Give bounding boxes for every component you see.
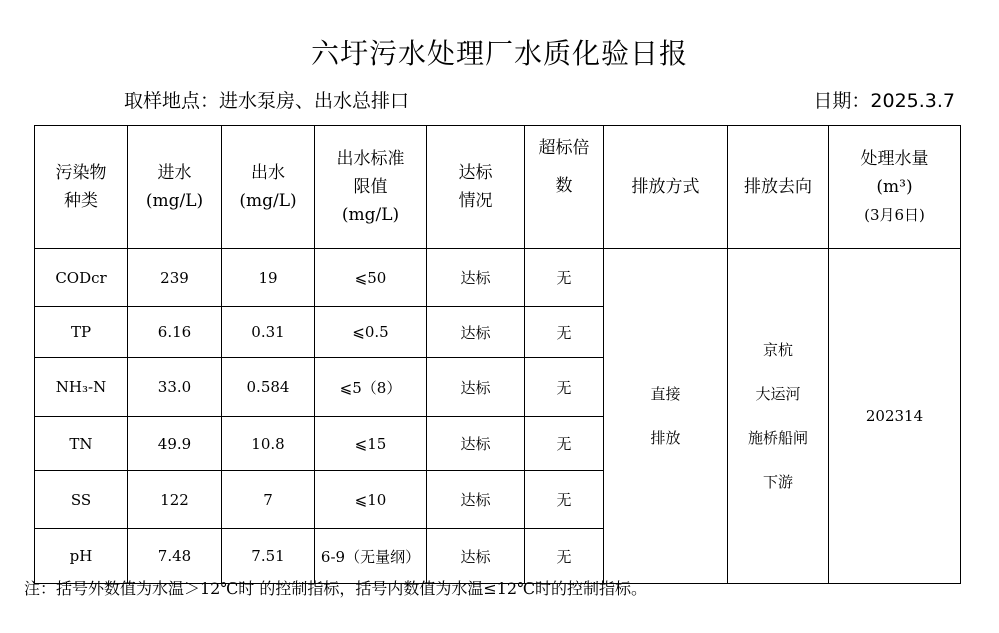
cell-effluent: 19 bbox=[222, 249, 315, 307]
header-effluent: 出水 (mg/L) bbox=[222, 126, 315, 249]
cell-effluent: 10.8 bbox=[222, 417, 315, 471]
cell-effluent: 0.31 bbox=[222, 307, 315, 358]
header-row bbox=[35, 126, 961, 249]
cell-pollutant: CODcr bbox=[35, 249, 128, 307]
date-value: 2025.3.7 bbox=[870, 90, 955, 112]
report-title: 六圩污水处理厂水质化验日报 bbox=[310, 37, 688, 70]
cell-exceed: 无 bbox=[525, 249, 604, 307]
cell-exceed: 无 bbox=[525, 358, 604, 417]
cell-influent: 122 bbox=[128, 471, 222, 529]
cell-exceed: 无 bbox=[525, 307, 604, 358]
cell-pollutant: NH₃-N bbox=[35, 358, 128, 417]
footnote: 注：括号外数值为水温＞12℃时 的控制指标，括号内数值为水温≤12℃时的控制指标。 bbox=[24, 579, 648, 598]
cell-effluent: 7.51 bbox=[222, 529, 315, 584]
cell-pollutant: TN bbox=[35, 417, 128, 471]
cell-influent: 239 bbox=[128, 249, 222, 307]
cell-limit: ⩽0.5 bbox=[315, 307, 427, 358]
cell-pollutant: TP bbox=[35, 307, 128, 358]
cell-pollutant: SS bbox=[35, 471, 128, 529]
cell-compliance: 达标 bbox=[427, 529, 525, 584]
cell-compliance: 达标 bbox=[427, 471, 525, 529]
cell-limit: ⩽15 bbox=[315, 417, 427, 471]
cell-pollutant: pH bbox=[35, 529, 128, 584]
cell-limit: ⩽10 bbox=[315, 471, 427, 529]
cell-compliance: 达标 bbox=[427, 307, 525, 358]
header-pollutant: 污染物 种类 bbox=[35, 126, 128, 249]
sampling-location: 取样地点：进水泵房、出水总排口 bbox=[124, 90, 410, 112]
cell-influent: 49.9 bbox=[128, 417, 222, 471]
header-limit: 出水标准 限值 (mg/L) bbox=[315, 126, 427, 249]
cell-influent: 6.16 bbox=[128, 307, 222, 358]
cell-limit: ⩽50 bbox=[315, 249, 427, 307]
cell-effluent: 7 bbox=[222, 471, 315, 529]
water-quality-table bbox=[34, 125, 961, 584]
cell-exceed: 无 bbox=[525, 471, 604, 529]
cell-exceed: 无 bbox=[525, 417, 604, 471]
cell-limit: 6-9（无量纲） bbox=[315, 529, 427, 584]
header-discharge-dest: 排放去向 bbox=[728, 126, 829, 249]
volume-cell: 202314 bbox=[829, 249, 961, 584]
cell-exceed: 无 bbox=[525, 529, 604, 584]
cell-influent: 33.0 bbox=[128, 358, 222, 417]
header-compliance: 达标 情况 bbox=[427, 126, 525, 249]
report-date bbox=[813, 86, 955, 113]
table-row bbox=[35, 249, 961, 307]
cell-compliance: 达标 bbox=[427, 417, 525, 471]
cell-limit: ⩽5（8） bbox=[315, 358, 427, 417]
header-volume: 处理水量 (m³) (3月6日) bbox=[829, 126, 961, 249]
discharge-dest-cell: 京杭 大运河 施桥船闸 下游 bbox=[728, 249, 829, 584]
cell-compliance: 达标 bbox=[427, 249, 525, 307]
cell-effluent: 0.584 bbox=[222, 358, 315, 417]
header-exceed: 超标倍 数 bbox=[525, 126, 604, 249]
discharge-method-cell: 直接 排放 bbox=[604, 249, 728, 584]
header-influent: 进水 (mg/L) bbox=[128, 126, 222, 249]
date-label: 日期： bbox=[813, 90, 871, 112]
cell-influent: 7.48 bbox=[128, 529, 222, 584]
cell-compliance: 达标 bbox=[427, 358, 525, 417]
header-discharge-method: 排放方式 bbox=[604, 126, 728, 249]
